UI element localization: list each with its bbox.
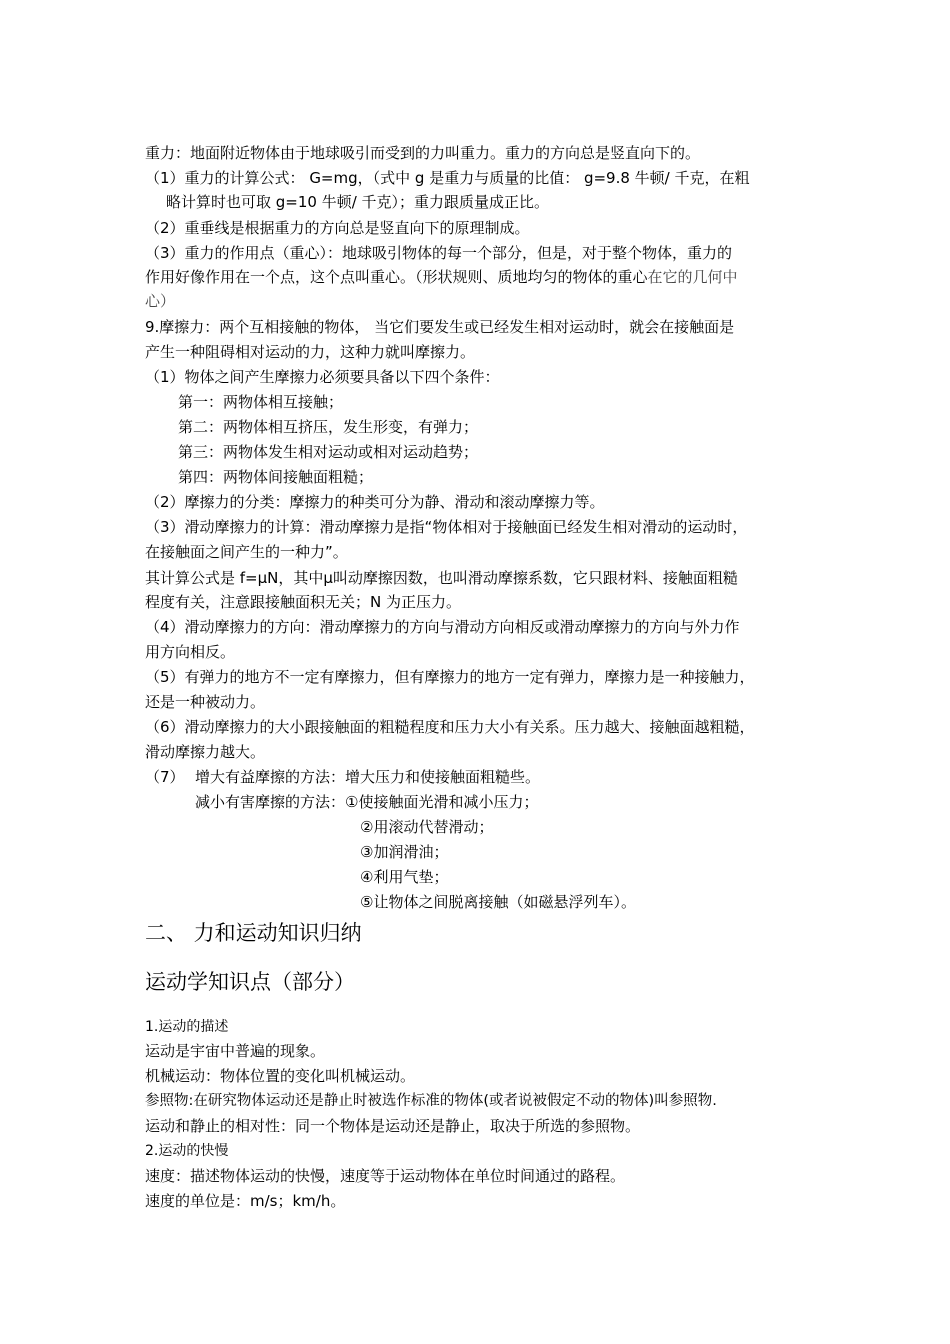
friction-formula-line1: 其计算公式是 f=μN，其中μ叫动摩擦因数，也叫滑动摩擦系数，它只跟材料、接触面粗糙 [145, 569, 738, 587]
friction-condition-3: 第三：两物体发生相对运动或相对运动趋势； [178, 443, 479, 461]
gravity-item3-line2a: 作用好像作用在一个点，这个点叫重心。（形状规则、质地均匀的物体的重心 [145, 268, 648, 286]
friction-item4-line1: （4）滑动摩擦力的方向：滑动摩擦力的方向与滑动方向相反或滑动摩擦力的方向与外力作 [145, 618, 740, 636]
kinematics-p4: 参照物:在研究物体运动还是静止时被选作标准的物体(或者说被假定不动的物体)叫参照物. [145, 1093, 717, 1109]
friction-item6-line2: 滑动摩擦力越大。 [145, 743, 266, 761]
friction-item7-reduce: 减小有害摩擦的方法：①使接触面光滑和减小压力； [195, 793, 539, 811]
friction-item3-line2: 在接触面之间产生的一种力”。 [145, 543, 348, 561]
gravity-item1-line1: （1）重力的计算公式： G=mg，（式中 g 是重力与质量的比值： g=9.8 牛顿/ 千克，在粗 [145, 169, 750, 187]
friction-item7-increase: 增大有益摩擦的方法：增大压力和使接触面粗糙些。 [195, 768, 541, 786]
gravity-item1-line2: 略计算时也可取 g=10 牛顿/ 千克）；重力跟质量成正比。 [166, 193, 550, 211]
kinematics-p6: 2.运动的快慢 [145, 1143, 229, 1159]
gravity-item3-line2b: 在它的几何中 [647, 268, 738, 286]
friction-method-3: ③加润滑油； [360, 843, 449, 861]
friction-def-line1: 9.摩擦力：两个互相接触的物体， 当它们要发生或已经发生相对运动时，就会在接触面是 [145, 318, 735, 336]
friction-item5-line1: （5）有弹力的地方不一定有摩擦力，但有摩擦力的地方一定有弹力，摩擦力是一种接触力， [145, 668, 755, 686]
kinematics-p5: 运动和静止的相对性：同一个物体是运动还是静止，取决于所选的参照物。 [145, 1117, 641, 1135]
gravity-item3-line3: 心） [145, 292, 176, 310]
kinematics-p3: 机械运动：物体位置的变化叫机械运动。 [145, 1067, 416, 1085]
friction-method-2: ②用滚动代替滑动； [360, 818, 494, 836]
friction-method-4: ④利用气垫； [360, 868, 449, 886]
section2-subheading: 运动学知识点（部分） [145, 970, 355, 994]
kinematics-p1: 1.运动的描述 [145, 1019, 229, 1035]
friction-item4-line2: 用方向相反。 [145, 643, 236, 661]
friction-condition-1: 第一：两物体相互接触； [178, 393, 344, 411]
friction-method-5: ⑤让物体之间脱离接触（如磁悬浮列车）。 [360, 893, 636, 911]
friction-item5-line2: 还是一种被动力。 [145, 693, 266, 711]
gravity-definition: 重力：地面附近物体由于地球吸引而受到的力叫重力。重力的方向总是竖直向下的。 [145, 144, 701, 162]
section2-heading: 二、 力和运动知识归纳 [145, 921, 362, 945]
friction-item6-line1: （6）滑动摩擦力的大小跟接触面的粗糙程度和压力大小有关系。压力越大、接触面越粗糙， [145, 718, 755, 736]
friction-item3-line1: （3）滑动摩擦力的计算：滑动摩擦力是指“物体相对于接触面已经发生相对滑动的运动时， [145, 518, 748, 536]
kinematics-p7: 速度：描述物体运动的快慢，速度等于运动物体在单位时间通过的路程。 [145, 1167, 626, 1185]
friction-condition-2: 第二：两物体相互挤压，发生形变，有弹力； [178, 418, 479, 436]
friction-def-line2: 产生一种阻碍相对运动的力，这种力就叫摩擦力。 [145, 343, 476, 361]
friction-conditions-title: （1）物体之间产生摩擦力必须要具备以下四个条件： [145, 368, 500, 386]
friction-item2: （2）摩擦力的分类：摩擦力的种类可分为静、滑动和滚动摩擦力等。 [145, 493, 605, 511]
kinematics-p8: 速度的单位是：m/s；km/h。 [145, 1192, 346, 1210]
gravity-item3-line1: （3）重力的作用点（重心）：地球吸引物体的每一个部分，但是，对于整个物体，重力的 [145, 244, 733, 262]
friction-condition-4: 第四：两物体间接触面粗糙； [178, 468, 374, 486]
gravity-item2: （2）重垂线是根据重力的方向总是竖直向下的原理制成。 [145, 219, 530, 237]
friction-formula-line2: 程度有关，注意跟接触面积无关；N 为正压力。 [145, 593, 461, 611]
gravity-item3-line2 [145, 265, 825, 289]
friction-item7-label: （7） [145, 768, 185, 786]
kinematics-p2: 运动是宇宙中普遍的现象。 [145, 1042, 326, 1060]
